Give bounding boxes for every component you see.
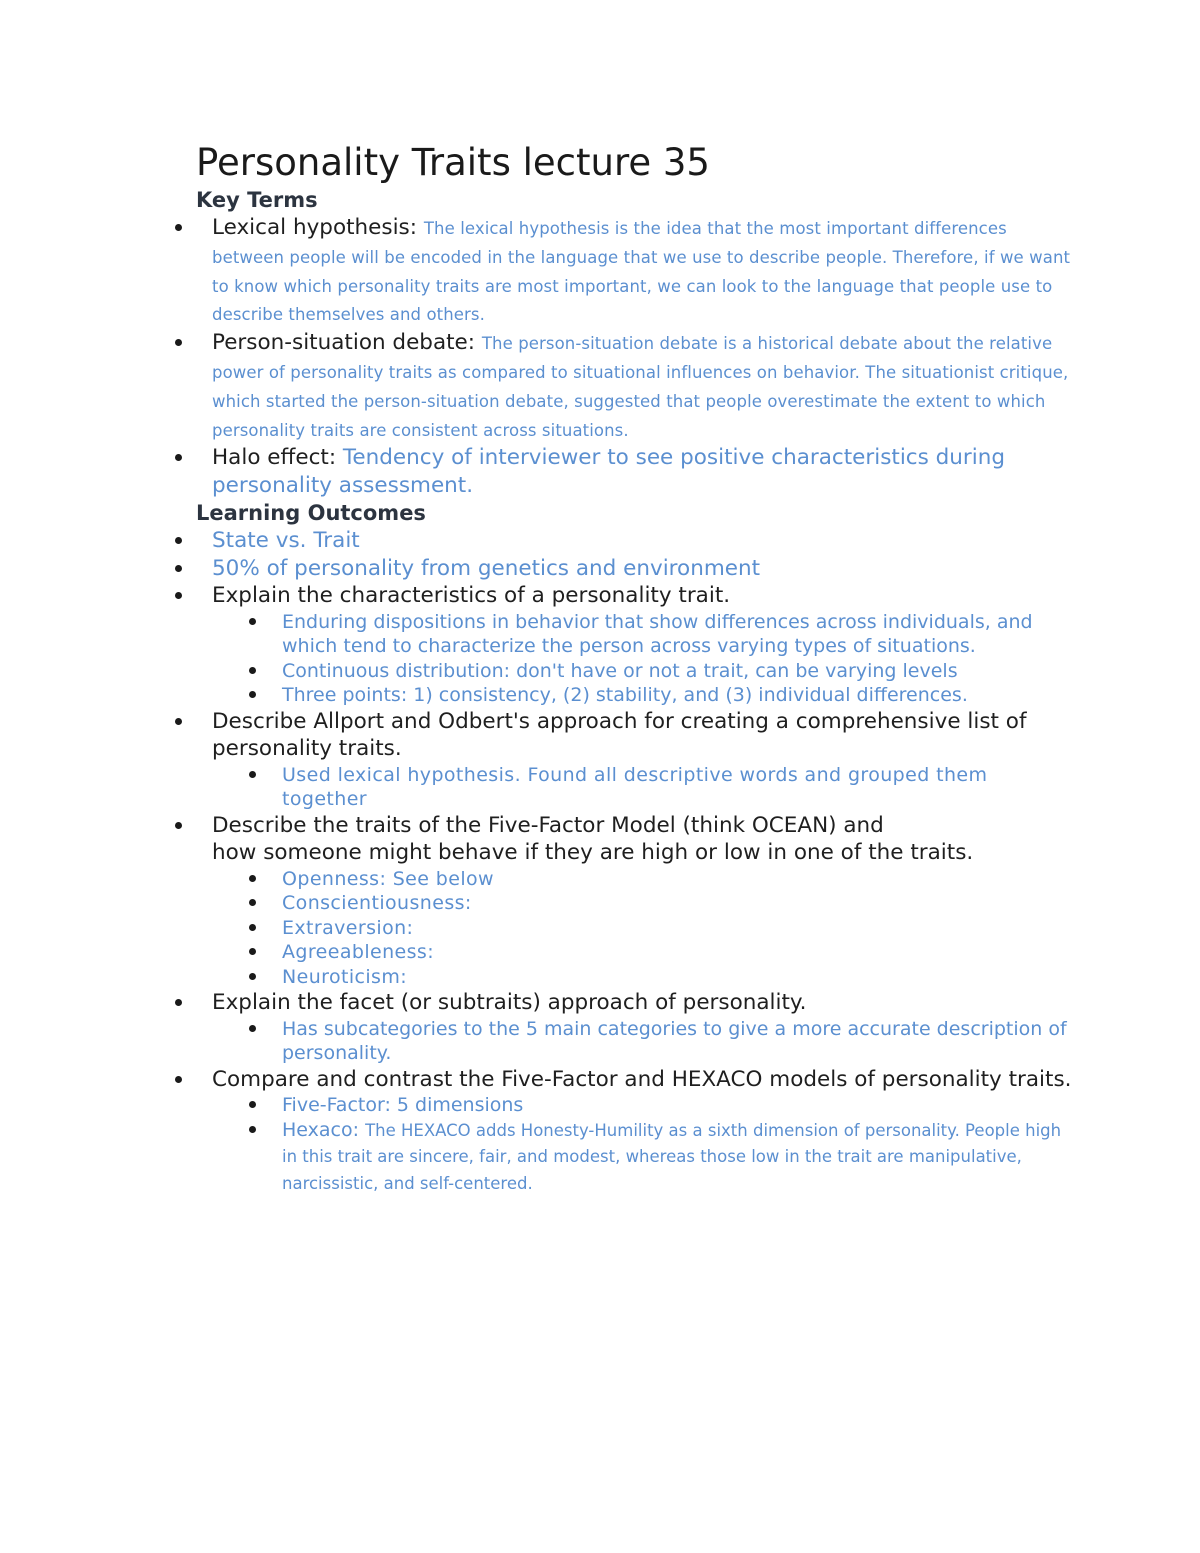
key-terms-list — [196, 214, 1076, 499]
list-item-lexical-hypothesis — [212, 214, 1076, 329]
list-item-person-situation — [212, 329, 1076, 444]
hexaco-definition: The HEXACO adds Honesty-Humility as a sixth dimension of personality. People high in this trait are sincere, fair, and modest, whereas those low in the trait are manipulative, narcissistic, and self-centered. — [282, 1120, 1062, 1193]
sub-item-subcategories: Has subcategories to the 5 main categories to give a more accurate description of personality. — [282, 1017, 1076, 1066]
term-person-situation: Person-situation debate: — [212, 330, 476, 356]
sub-item-continuous: Continuous distribution: don't have or not a trait, can be varying levels — [282, 659, 1076, 684]
definition-lexical-hypothesis: The lexical hypothesis is the idea that the most important differences between people will be encoded in the language that we use to describe people. Therefore, if we want to know which personality traits are most important, we can look to the language that people use to describe themselves and others. — [212, 219, 1071, 325]
sub-item-five-factor-dimensions: Five-Factor: 5 dimensions — [282, 1093, 1076, 1118]
sub-item-hexaco — [282, 1118, 1076, 1198]
five-factor-sublist — [212, 867, 1076, 990]
list-item-facet — [212, 989, 1076, 1066]
sub-item-enduring: Enduring dispositions in behavior that show differences across individuals, and which tend to characterize the person across varying types of situations. — [282, 610, 1076, 659]
list-item-five-factor — [212, 812, 1076, 990]
sub-item-extraversion: Extraversion: — [282, 916, 1076, 941]
definition-halo-effect: Tendency of interviewer to see positive characteristics during personality assessment. — [212, 445, 1006, 498]
sub-item-openness: Openness: See below — [282, 867, 1076, 892]
hexaco-term: Hexaco: — [282, 1118, 360, 1141]
list-item-allport — [212, 708, 1076, 812]
five-factor-label-line2: how someone might behave if they are high or low in one of the traits. — [212, 840, 974, 866]
list-item-state-trait: State vs. Trait — [212, 527, 1076, 555]
sub-item-neuroticism: Neuroticism: — [282, 965, 1076, 990]
list-item-halo-effect — [212, 444, 1076, 499]
list-item-hexaco — [212, 1066, 1076, 1198]
facet-label: Explain the facet (or subtraits) approach of personality. — [212, 990, 807, 1016]
characteristics-sublist — [212, 610, 1076, 708]
sub-item-three-points: Three points: 1) consistency, (2) stability, and (3) individual differences. — [282, 683, 1076, 708]
sub-item-lexical: Used lexical hypothesis. Found all descriptive words and grouped them together — [282, 763, 1076, 812]
document-page — [196, 140, 1076, 1197]
term-lexical-hypothesis: Lexical hypothesis: — [212, 215, 418, 240]
list-item-genetics: 50% of personality from genetics and environment — [212, 555, 1076, 583]
list-item-characteristics — [212, 582, 1076, 708]
sub-item-agreeableness: Agreeableness: — [282, 940, 1076, 965]
key-terms-heading: Key Terms — [196, 188, 318, 212]
page-title: Personality Traits lecture 35 — [196, 141, 710, 184]
hexaco-label: Compare and contrast the Five-Factor and HEXACO models of personality traits. — [212, 1066, 1072, 1092]
facet-sublist — [212, 1017, 1076, 1066]
sub-item-conscientiousness: Conscientiousness: — [282, 891, 1076, 916]
allport-label: Describe Allport and Odbert's approach for creating a comprehensive list of personality traits. — [212, 708, 1027, 762]
term-halo-effect: Halo effect: — [212, 445, 337, 471]
five-factor-label-line1: Describe the traits of the Five-Factor Model (think OCEAN) and — [212, 812, 884, 838]
learning-outcomes-heading: Learning Outcomes — [196, 501, 426, 526]
learning-outcomes-list — [196, 527, 1076, 1197]
characteristics-label: Explain the characteristics of a personality trait. — [212, 583, 731, 609]
allport-sublist — [212, 763, 1076, 812]
definition-person-situation: The person-situation debate is a historical debate about the relative power of personality traits as compared to situational influences on behavior. The situationist critique, which started the person-situation debate, suggested that people overestimate the extent to which personality traits are consistent across situations. — [212, 334, 1069, 440]
hexaco-sublist — [212, 1093, 1076, 1197]
